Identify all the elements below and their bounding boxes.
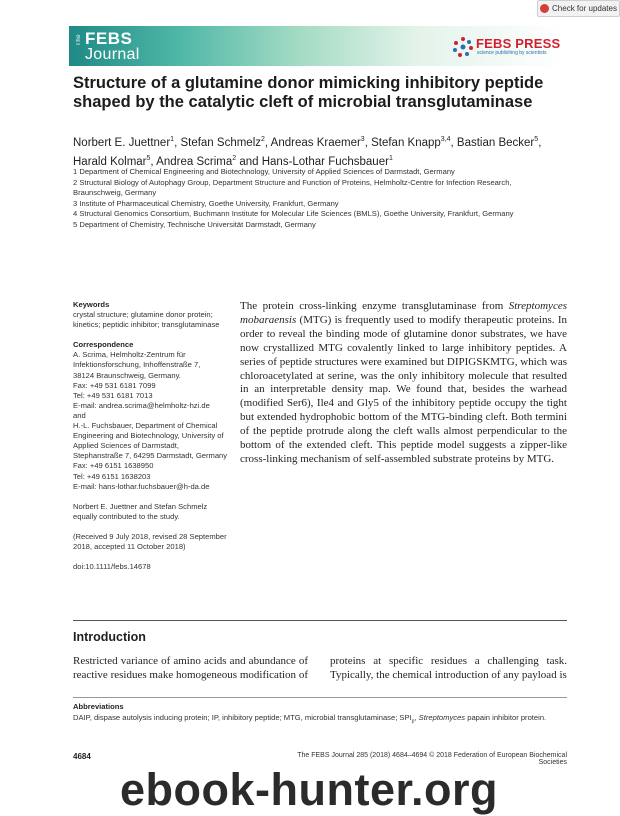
press-name: FEBS PRESS [476,36,561,51]
article-sidebar [73,300,233,572]
logo-the: The [76,34,82,46]
abbreviations-sub: p [411,718,415,725]
contribution-note: Norbert E. Juettner and Stefan Schmelz equally contributed to the study. [73,501,208,521]
abbreviations-part: DAIP, dispase autolysis inducing protein; IP, inhibitory peptide; MTG, microbial transglutaminase; SPI [73,713,412,722]
abbreviations-divider [73,697,567,698]
affiliation: 2 Structural Biology of Autophagy Group, Department Structure and Function of Proteins, Helmholtz-Centre for Infection Research, Braunschweig, Germany [73,177,512,197]
update-icon [540,4,549,13]
article-title: Structure of a glutamine donor mimicking inhibitory peptide shaped by the catalytic cleft of microbial transglutaminase [73,74,544,111]
affiliations [73,167,563,230]
logo-journal: Journal [85,46,140,63]
keywords-text: crystal structure; glutamine donor protein; kinetics; peptidic inhibitor; transglutaminase [73,310,220,330]
watermark: ebook-hunter.org [120,764,498,815]
author-affil-sup: 1 [170,136,175,143]
abstract-text: The protein cross-linking enzyme transglutaminase from [240,300,509,312]
check-for-updates-button[interactable] [537,0,620,17]
page-number: 4684 [73,752,91,761]
abbreviations-text [73,713,567,727]
abstract-species: Streptomyces mobaraensis [240,300,567,326]
author: Harald Kolmar [73,155,147,168]
affiliation: 1 Department of Chemical Engineering and Biotechnology, University of Applied Sciences of Darmstadt, Germany [73,167,455,176]
correspondence-line: 38124 Braunschweig, Germany. [73,370,181,380]
author-affil-sup: 3 [360,136,365,143]
press-tagline: science publishing by scientists [477,50,547,56]
author-affil-sup: 2 [261,136,265,143]
author: Hans-Lothar Fuchsbauer [261,155,389,168]
received-dates: (Received 9 July 2018, revised 28 September 2018, accepted 11 October 2018) [73,531,227,551]
correspondence-heading: Correspondence [73,340,134,350]
author-affil-sup: 3,4 [440,136,451,143]
keywords-heading: Keywords [73,300,110,309]
introduction-column-2: proteins at specific residues a challenging task. Typically, the chemical introduction of any payload is [330,655,567,681]
author-affil-sup: 2 [232,154,237,162]
correspondence-line: Engineering and Biotechnology, University of [73,431,224,441]
abbreviations-species: Streptomyces [418,713,466,722]
febs-press-logo [451,35,563,59]
correspondence-line: Fax: +49 6151 1638950 [73,461,154,471]
abstract [240,300,567,467]
author: Stefan Schmelz [180,136,261,149]
author: Bastian Becker [456,136,535,149]
correspondence-line: Tel: +49 531 6181 7013 [73,390,153,400]
introduction-column-1: Restricted variance of amino acids and abundance of reactive residues make homogeneous modification of [73,655,308,681]
correspondence-line: H.-L. Fuchsbauer, Department of Chemical [73,421,218,431]
correspondence-email[interactable]: E-mail: andrea.scrima@helmholtz-hzi.de [73,400,210,410]
abbreviations-part: , [414,713,419,722]
correspondence-line: Infektionsforschung, Inhoffenstraße 7, [73,360,201,370]
abbreviations-part: papain inhibitor protein. [465,713,547,722]
section-divider [73,620,567,621]
introduction-heading: Introduction [73,630,146,644]
abstract-text: (MTG) is frequently used to modify therapeutic proteins. In order to reveal the binding mode of glutamine donor substrates, we have now crystallized MTG covalently linked to large inhibitory peptides. A series of peptide structures were examined but DIPIGSKMTG, which was chloroacetylated at serine, was the only inhibitory molecule that resulted in an interpretable density map. We found that, besides the warhead (modified Ser6), Ile4 and Gly5 of the inhibitory peptide occupy the tight but extended hydrophobic bottom of the MTG-binding cleft. Both termini of the peptide protrude along the cleft walls almost perpendicular to the bottom of the extended cleft. This peptide model suggests a zipper-like cross-linking mechanism of self-assembled substrate proteins by MTG. [240,313,567,465]
author: Stefan Knapp [371,136,441,149]
affiliation: 5 Department of Chemistry, Technische Universität Darmstadt, Germany [73,219,316,229]
doi-link[interactable]: doi:10.1111/febs.14678 [73,562,151,572]
author-list: Norbert E. Juettner$^1$, Stefan Schmelz$^2$, Andreas Kraemer$^3$, Stefan Knapp$^{3,4}$, Bastian Becker$^5$, Harald Kolmar$^5$, Andrea Scrima$^2$ and Hans-Lothar Fuchsbauer$^1$ [73,136,542,168]
author: Andrea Scrima [156,155,233,168]
correspondence-email[interactable]: E-mail: hans-lothar.fuchsbauer@h-da.de [73,481,210,491]
correspondence-line: and [73,410,86,420]
febs-press-dots-icon [451,35,475,59]
abbreviations-heading: Abbreviations [73,702,124,711]
correspondence-line: Applied Sciences of Darmstadt, [73,441,179,451]
correspondence-line: A. Scrima, Helmholtz-Zentrum für [73,350,186,360]
author: Norbert E. Juettner [73,136,171,149]
author-affil-sup: 5 [534,136,539,143]
affiliation: 3 Institute of Pharmaceutical Chemistry, Goethe University, Frankfurt, Germany [73,198,339,208]
correspondence-line: Fax: +49 531 6181 7099 [73,380,156,390]
logo-febs: FEBS [85,29,133,48]
journal-citation: The FEBS Journal 285 (2018) 4684–4694 © 2018 Federation of European Biochemical Societies [297,752,567,766]
author-affil-sup: 5 [146,154,151,162]
author: Andreas Kraemer [270,136,361,149]
correspondence-line: Tel: +49 6151 1638203 [73,471,151,481]
check-for-updates-label: Check for updates [552,4,617,13]
author-affil-sup: 1 [388,154,393,162]
affiliation: 4 Structural Genomics Consortium, Buchmann Institute for Molecular Life Sciences (BMLS), Goethe University, Frankfurt, Germany [73,209,514,218]
correspondence-line: Stephanstraße 7, 64295 Darmstadt, Germany [73,451,228,461]
